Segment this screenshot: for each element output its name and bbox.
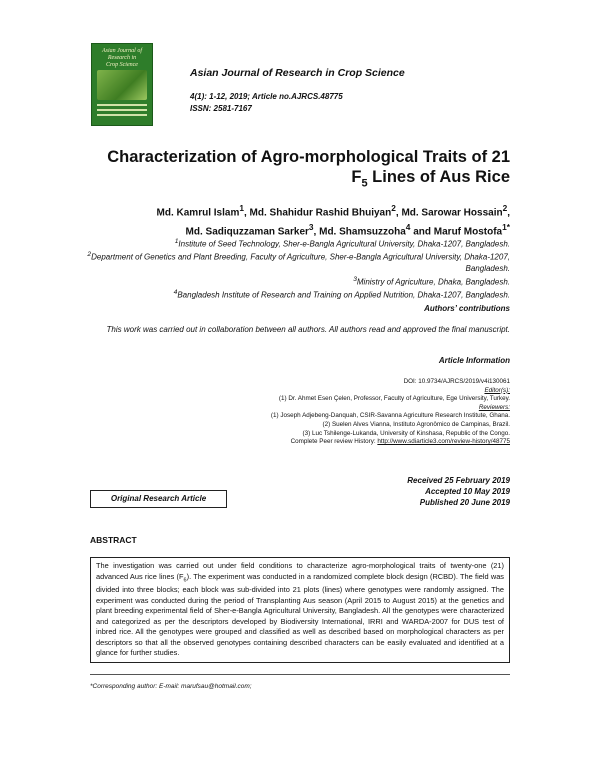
review-history-label: Complete Peer review History: [290,438,378,446]
title-line: F [351,168,362,186]
contributions-heading: Authors’ contributions [424,304,510,313]
affiliation-text: Institute of Seed Technology, Sher-e-Bangla Agricultural University, Dhaka-1207, Bangladesh. [178,239,510,249]
cover-title-line: Asian Journal of [102,48,142,54]
journal-volume: 4(1): 1-12, 2019; Article no.AJRCS.48775 [190,92,343,101]
cover-crop-photo [97,70,147,100]
affiliation-text: Ministry of Agriculture, Dhaka, Bangladesh. [356,277,510,287]
review-history-link[interactable]: http://www.sdiarticle3.com/review-history/48775 [377,438,510,446]
editor-entry: (1) Dr. Ahmet Esen Çelen, Professor, Faculty of Agriculture, Ege University, Turkey. [278,395,510,403]
affiliation [80,250,510,274]
review-history [90,438,510,447]
doi: DOI: 10.9734/AJRCS/2019/v4i130061 [403,378,510,385]
corresponding-author-footnote: *Corresponding author: E-mail: marufsau@hotmail.com; [90,683,252,690]
affiliations [80,237,510,302]
author-sup: 1 [239,203,244,213]
journal-issn: ISSN: 2581-7167 [190,104,252,113]
title-line: Lines of Aus Rice [367,168,510,186]
article-info [90,378,510,447]
affiliation-text: Department of Genetics and Plant Breeding, Faculty of Agriculture, Sher-e-Bangla Agricultural University, Dhaka-1207, Bangladesh. [91,253,510,273]
cover-title-line: Crop Science [106,62,138,68]
author-name: Maruf Mostofa [433,226,503,238]
author-sup: 3 [308,222,314,233]
cover-title-line: Research in [107,55,137,61]
reviewer-entry: (1) Joseph Adjebeng-Danquah, CSIR-Savanna Agriculture Research Institute, Ghana. [270,412,510,420]
author-name: Md. Shahidur Rashid Bhuiyan [249,207,392,219]
article-info-heading: Article Information [438,356,510,365]
abstract-text: The investigation was carried out under field conditions to characterize agro-morphological traits of twenty-one (21) advanced Aus rice lines (F [96,561,504,581]
published-date: Published 20 June 2019 [419,497,510,507]
footnote-divider [90,674,510,675]
journal-cover-image [91,43,153,126]
author-sup: 1* [502,222,510,233]
author-name: Md. Sarowar Hossain [401,207,503,219]
abstract-subscript: 6 [183,576,187,583]
affiliation-sup: 1 [174,238,179,245]
affiliation-text: Bangladesh Institute of Research and Training on Applied Nutrition, Dhaka-1207, Bangladesh. [177,290,510,300]
author-sup: 2 [391,203,396,213]
author-name: Md. Sadiquzzaman Sarker [185,226,309,238]
cover-text-lines [97,104,147,119]
reviewer-entry: (2) Suelen Alves Vianna, Instituto Agronômico de Campinas, Brazil. [322,420,510,428]
affiliation-sup: 2 [87,251,92,259]
title-line: Characterization of Agro-morphological Traits of 21 [107,148,510,166]
abstract-text: ). The experiment was conducted in a randomized complete block design (RCBD). The field was divided into three blocks; each block was sub-divided into 21 plots (lines) where genotypes were randomly assigned. The experiment was conducted during the period of Transplanting Aus season (April 2015 to August 2015) at the genetics and plant breeding experimental field of Sher-e-Bangla Agricultural University, Bangladesh. All the genotypes were characterized and categorized as per the descriptors developed by Biodiversity International, IRRI and WARDA-2007 for DUS test of inbred rice. All the genotypes were grouped and classified as well as described based on morphological characters as per descriptors so that all the observed genotypes containing described characters can be easily evaluated and identified at a glance for further studies. [96,571,505,658]
paper-title [70,147,510,193]
journal-name: Asian Journal of Research in Crop Science [190,67,405,79]
affiliation [80,288,510,301]
reviewers-label: Reviewers: [478,403,510,411]
author-name: Md. Kamrul Islam [156,207,240,219]
author-list: Md. Kamrul Islam$^1$, Md. Shahidur Rashid Bhuiyan$^2$, Md. Sarowar Hossain$^2$, Md. Sadiquzzaman Sarker$^3$, Md. Shamsuzzoha$^4$ and Maruf Mostofa$^{1*}$ [156,203,510,238]
contributions-text: This work was carried out in collaboration between all authors. All authors read and approved the final manuscript. [106,325,510,334]
author-sup: 2 [502,203,508,213]
title-subscript: 5 [361,177,368,190]
accepted-date: Accepted 10 May 2019 [425,486,510,496]
author-name: Md. Shamsuzzoha [319,226,406,238]
abstract-heading: ABSTRACT [90,535,137,545]
author-sup: 4 [405,222,411,233]
affiliation [80,275,510,288]
cover-title [92,44,152,69]
affiliation [80,237,510,250]
abstract-box [90,557,510,663]
received-date: Received 25 February 2019 [407,476,510,485]
reviewer-entry: (3) Luc Tshilenge-Lukanda, University of Kinshasa, Republic of the Congo. [302,429,510,437]
article-type-box: Original Research Article [90,490,227,508]
editors-label: Editor(s): [484,386,510,394]
affiliation-sup: 3 [353,275,357,283]
affiliation-sup: 4 [173,289,178,297]
publication-dates [407,476,510,508]
